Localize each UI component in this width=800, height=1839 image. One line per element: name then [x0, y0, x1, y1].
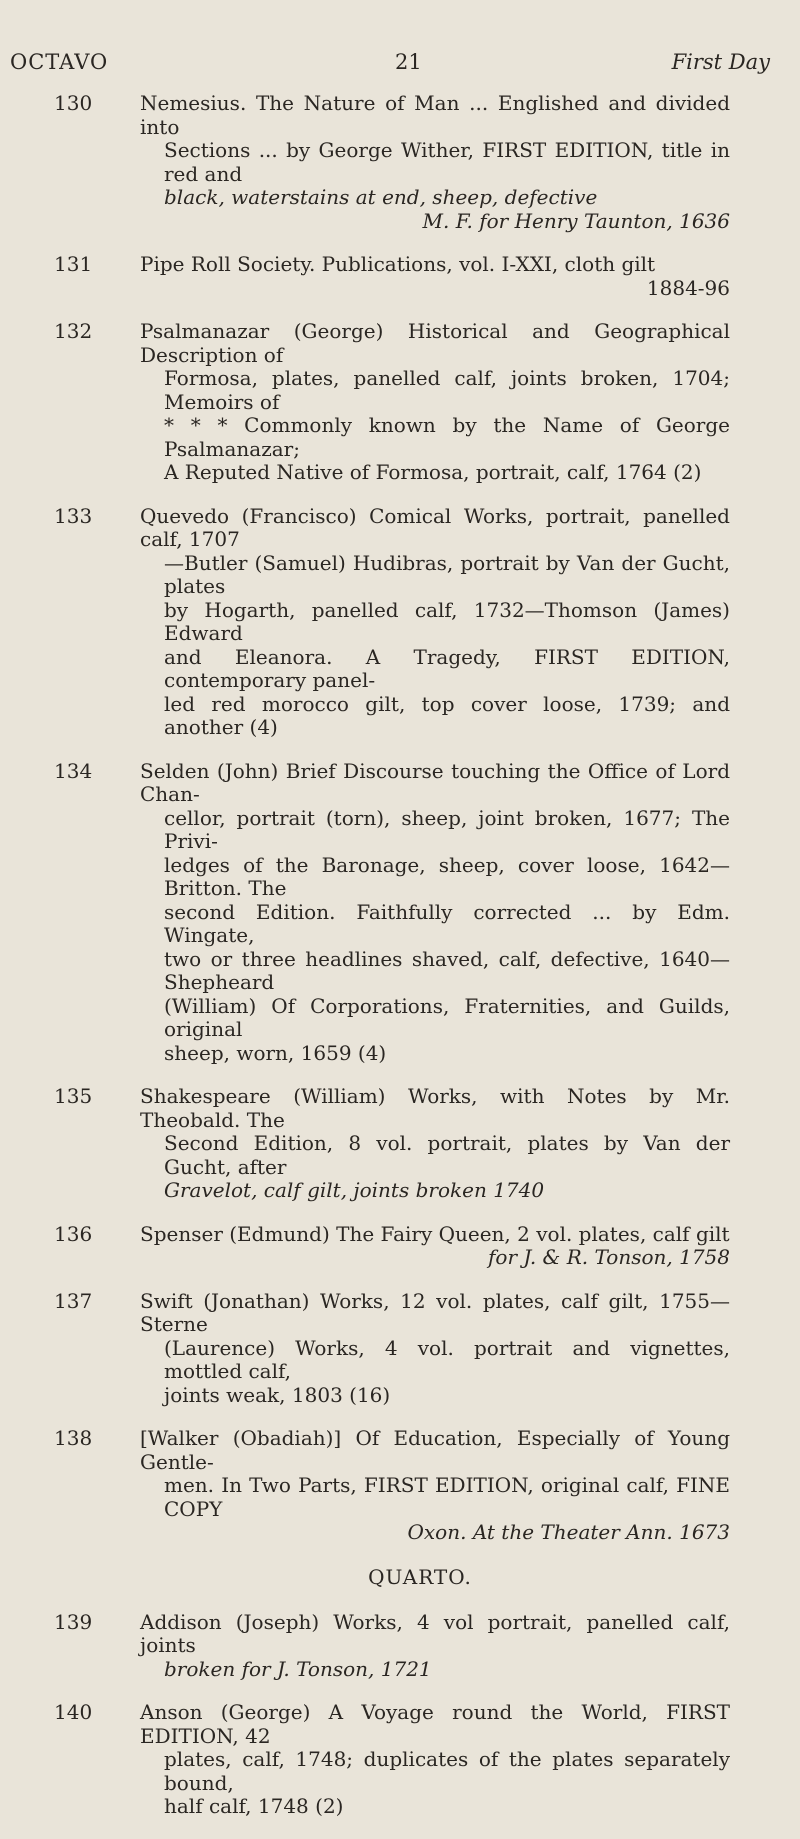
- lot-line: ledges of the Baronage, sheep, cover loose, 1642—Britton. The: [164, 852, 730, 900]
- lot-line: Swift (Jonathan) Works, 12 vol. plates, calf gilt, 1755—Sterne: [140, 1288, 730, 1336]
- lot-imprint: M. F. for Henry Taunton, 1636: [422, 208, 730, 233]
- lot-list: [0, 92, 800, 1839]
- lot-line: two or three headlines shaved, calf, defective, 1640—Shepheard: [164, 946, 730, 994]
- lot-line: Sections ... by George Wither, FIRST EDITION, title in red and: [164, 138, 730, 186]
- lot-entry: [0, 92, 800, 233]
- lot-entry: [0, 505, 800, 740]
- lot-line: Gravelot, calf gilt, joints broken 1740: [164, 1178, 545, 1202]
- lot-line: men. In Two Parts, FIRST EDITION, original calf, FINE COPY: [164, 1473, 730, 1521]
- lot-line: broken for J. Tonson, 1721: [164, 1656, 432, 1681]
- lot-number: 133: [54, 503, 93, 528]
- lot-imprint: for J. & R. Tonson, 1758: [488, 1245, 730, 1269]
- lot-entry: [0, 1701, 800, 1819]
- lot-number: 132: [54, 319, 93, 343]
- lot-line: cellor, portrait (torn), sheep, joint broken, 1677; The Privi-: [164, 805, 730, 853]
- lot-line: [Walker (Obadiah)] Of Education, Especially of Young Gentle-: [140, 1426, 730, 1474]
- lot-entry: [0, 1611, 800, 1682]
- lot-line: A Reputed Native of Formosa, portrait, calf, 1764 (2): [164, 460, 702, 484]
- lot-line: plates, calf, 1748; duplicates of the plates separately bound,: [164, 1747, 730, 1795]
- lot-number: 130: [54, 91, 93, 115]
- lot-line: Psalmanazar (George) Historical and Geographical Description of: [140, 319, 730, 367]
- lot-line: Formosa, plates, panelled calf, joints broken, 1704; Memoirs of: [164, 366, 730, 414]
- lot-number: 134: [54, 758, 93, 783]
- lot-line: Spenser (Edmund) The Fairy Queen, 2 vol. plates, calf gilt: [140, 1221, 730, 1246]
- lot-entry: [0, 253, 800, 300]
- lot-description: [140, 1085, 730, 1203]
- lot-line: by Hogarth, panelled calf, 1732—Thomson (James) Edward: [164, 597, 730, 645]
- lot-description: [140, 320, 730, 485]
- page-header: [10, 50, 770, 84]
- lot-description: [140, 253, 730, 300]
- lot-entry: [0, 760, 800, 1066]
- lot-date: 1884-96: [646, 275, 730, 300]
- lot-description: [140, 1611, 730, 1682]
- lot-line: and Eleanora. A Tragedy, FIRST EDITION, contemporary panel-: [164, 644, 730, 692]
- lot-description: [140, 1290, 730, 1408]
- lot-line: Selden (John) Brief Discourse touching the Office of Lord Chan-: [140, 758, 730, 806]
- lot-description: [140, 92, 730, 233]
- lot-line: (Laurence) Works, 4 vol. portrait and vignettes, mottled calf,: [164, 1335, 730, 1383]
- lot-line: * * * Commonly known by the Name of George Psalmanazar;: [164, 413, 730, 461]
- lot-line: black, waterstains at end, sheep, defective: [164, 185, 598, 209]
- lot-description: [140, 1427, 730, 1545]
- lot-line: sheep, worn, 1659 (4): [164, 1040, 387, 1065]
- lot-line: Nemesius. The Nature of Man ... Englished and divided into: [140, 91, 730, 139]
- lot-line: —Butler (Samuel) Hudibras, portrait by Van der Gucht, plates: [164, 550, 730, 598]
- lot-description: [140, 505, 730, 740]
- lot-line: half calf, 1748 (2): [164, 1794, 344, 1818]
- lot-description: [140, 1223, 730, 1270]
- lot-number: 138: [54, 1426, 93, 1450]
- lot-entry: [0, 1290, 800, 1408]
- lot-entry: [0, 320, 800, 485]
- lot-line: second Edition. Faithfully corrected ... by Edm. Wingate,: [164, 899, 730, 947]
- section-heading-quarto: QUARTO.: [368, 1564, 472, 1589]
- lot-line: Addison (Joseph) Works, 4 vol portrait, panelled calf, joints: [140, 1609, 730, 1657]
- lot-number: 135: [54, 1084, 93, 1108]
- lot-number: 131: [54, 252, 93, 276]
- header-page-number: 21: [395, 50, 422, 74]
- lot-imprint: Oxon. At the Theater Ann. 1673: [407, 1520, 730, 1544]
- lot-entry: [0, 1223, 800, 1270]
- lot-description: [140, 1701, 730, 1819]
- lot-description: [140, 760, 730, 1066]
- lot-line: led red morocco gilt, top cover loose, 1739; and another (4): [164, 691, 730, 739]
- lot-entry: [0, 1085, 800, 1203]
- lot-line: Pipe Roll Society. Publications, vol. I-XXI, cloth gilt: [140, 252, 656, 276]
- lot-line: Anson (George) A Voyage round the World, FIRST EDITION, 42: [140, 1700, 730, 1748]
- lot-line: Shakespeare (William) Works, with Notes by Mr. Theobald. The: [140, 1084, 730, 1132]
- lot-line: (William) Of Corporations, Fraternities, and Guilds, original: [164, 993, 730, 1041]
- lot-number: 136: [54, 1221, 93, 1246]
- lot-line: Second Edition, 8 vol. portrait, plates by Van der Gucht, after: [164, 1131, 730, 1179]
- lot-entry: [0, 1427, 800, 1545]
- lot-line: joints weak, 1803 (16): [164, 1382, 391, 1407]
- lot-line: Quevedo (Francisco) Comical Works, portrait, panelled calf, 1707: [140, 503, 730, 551]
- lot-number: 137: [54, 1288, 93, 1313]
- header-day-label: First Day: [671, 50, 770, 74]
- header-section-label: OCTAVO: [10, 50, 109, 74]
- lot-number: 140: [54, 1700, 93, 1724]
- lot-number: 139: [54, 1609, 93, 1634]
